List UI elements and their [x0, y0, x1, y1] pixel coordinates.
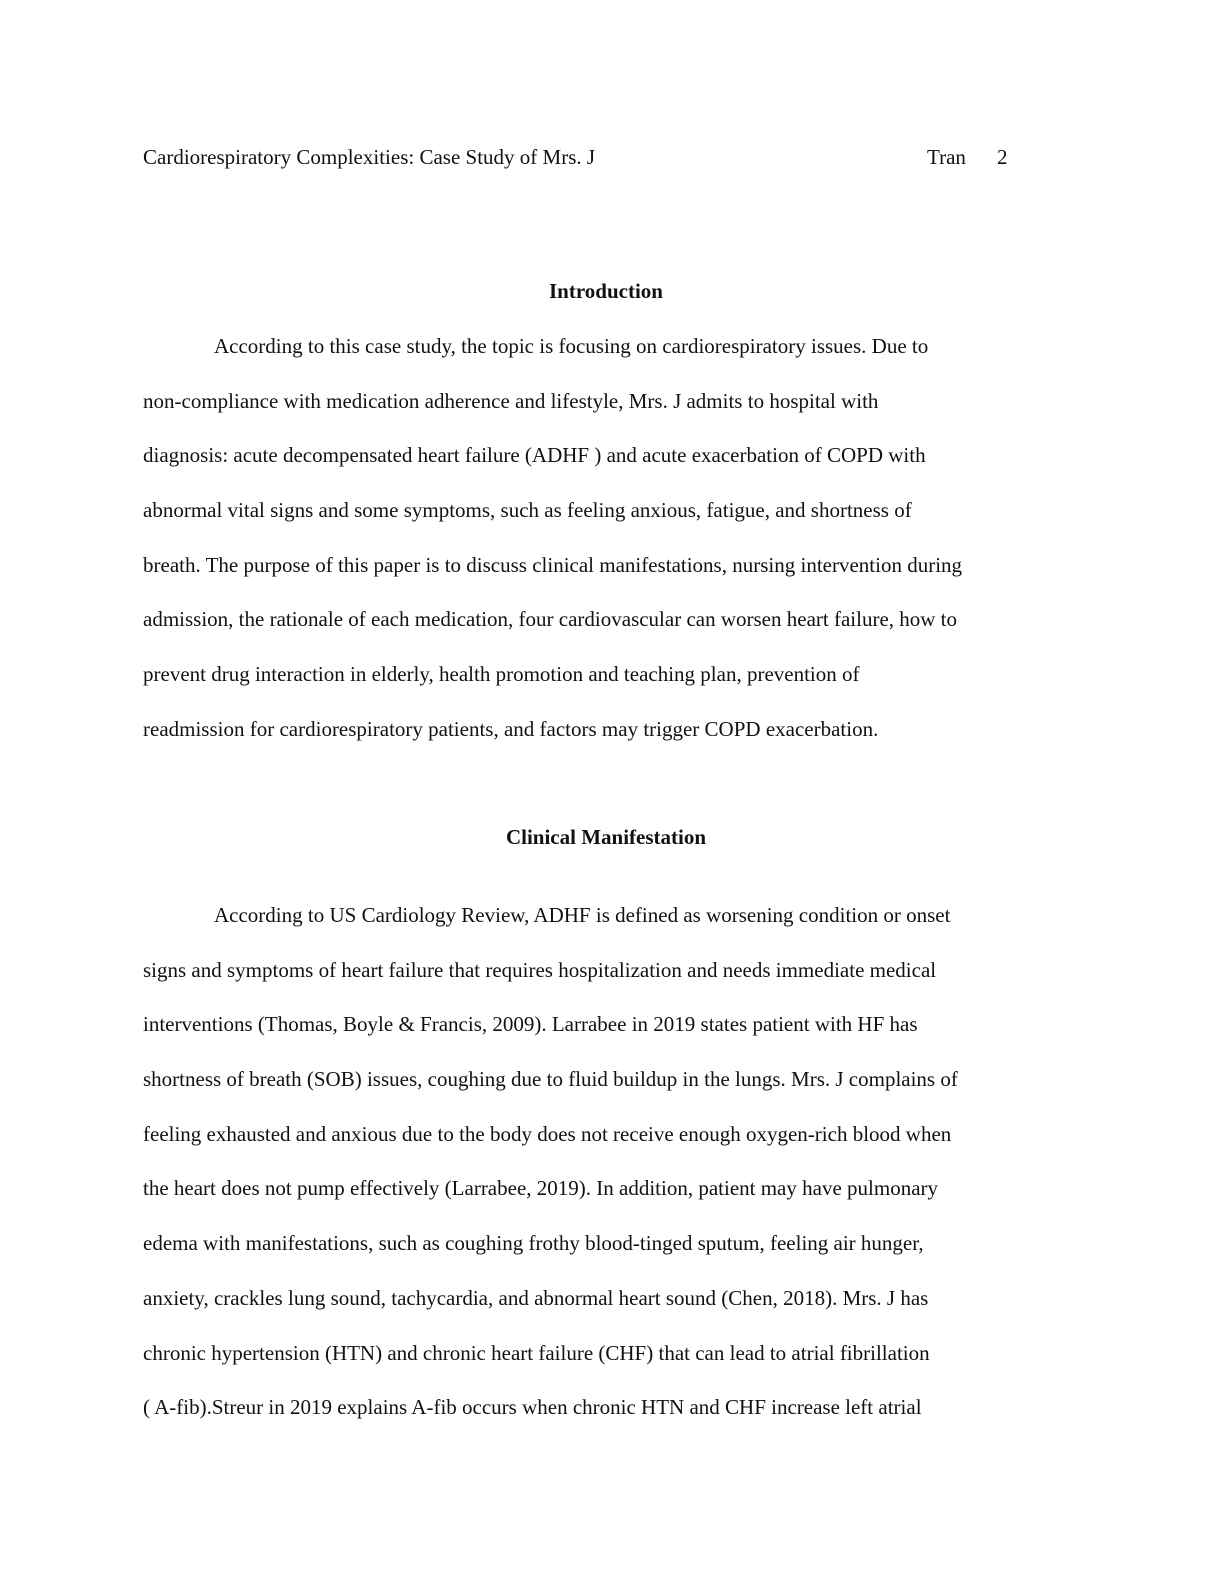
paragraph-line: admission, the rationale of each medication, four cardiovascular can worsen heart failure, how to	[143, 607, 958, 632]
paragraph-line: prevent drug interaction in elderly, health promotion and teaching plan, prevention of	[143, 662, 860, 687]
paragraph-line: diagnosis: acute decompensated heart failure (ADHF ) and acute exacerbation of COPD with	[143, 443, 926, 468]
paragraph-line: feeling exhausted and anxious due to the body does not receive enough oxygen-rich blood when	[143, 1121, 952, 1146]
paragraph-line: edema with manifestations, such as coughing frothy blood-tinged sputum, feeling air hunger,	[143, 1231, 924, 1256]
paragraph-line: anxiety, crackles lung sound, tachycardia, and abnormal heart sound (Chen, 2018). Mrs. J has	[143, 1285, 929, 1310]
paragraph-line: abnormal vital signs and some symptoms, such as feeling anxious, fatigue, and shortness of	[143, 498, 912, 523]
running-head	[143, 142, 1023, 172]
section-heading-introduction: Introduction	[549, 279, 663, 303]
introduction-paragraph	[143, 331, 1083, 769]
section-heading-clinical-manifestation: Clinical Manifestation	[505, 825, 707, 849]
paragraph-line: shortness of breath (SOB) issues, coughing due to fluid buildup in the lungs. Mrs. J complains of	[143, 1067, 958, 1092]
clinical-manifestation-paragraph	[143, 900, 1083, 1447]
running-head-author: Tran	[927, 145, 966, 169]
paragraph-line: interventions (Thomas, Boyle & Francis, 2009). Larrabee in 2019 states patient with HF has	[143, 1012, 918, 1037]
paragraph-line: breath. The purpose of this paper is to discuss clinical manifestations, nursing intervention during	[143, 552, 963, 577]
paragraph-line: ( A-fib).Streur in 2019 explains A-fib occurs when chronic HTN and CHF increase left atrial	[143, 1395, 922, 1420]
paragraph-line: signs and symptoms of heart failure that requires hospitalization and needs immediate medical	[143, 957, 937, 982]
paragraph-line: the heart does not pump effectively (Larrabee, 2019). In addition, patient may have pulmonary	[143, 1176, 939, 1201]
running-head-title: Cardiorespiratory Complexities: Case Study of Mrs. J	[143, 145, 596, 169]
paragraph-line: According to US Cardiology Review, ADHF is defined as worsening condition or onset	[214, 903, 951, 927]
paragraph-line: chronic hypertension (HTN) and chronic heart failure (CHF) that can lead to atrial fibrillation	[143, 1340, 930, 1365]
page-number: 2	[997, 145, 1008, 169]
paragraph-line: According to this case study, the topic is focusing on cardiorespiratory issues. Due to	[214, 334, 929, 358]
paragraph-line: readmission for cardiorespiratory patients, and factors may trigger COPD exacerbation.	[143, 716, 879, 741]
paragraph-line: non-compliance with medication adherence and lifestyle, Mrs. J admits to hospital with	[143, 388, 879, 413]
